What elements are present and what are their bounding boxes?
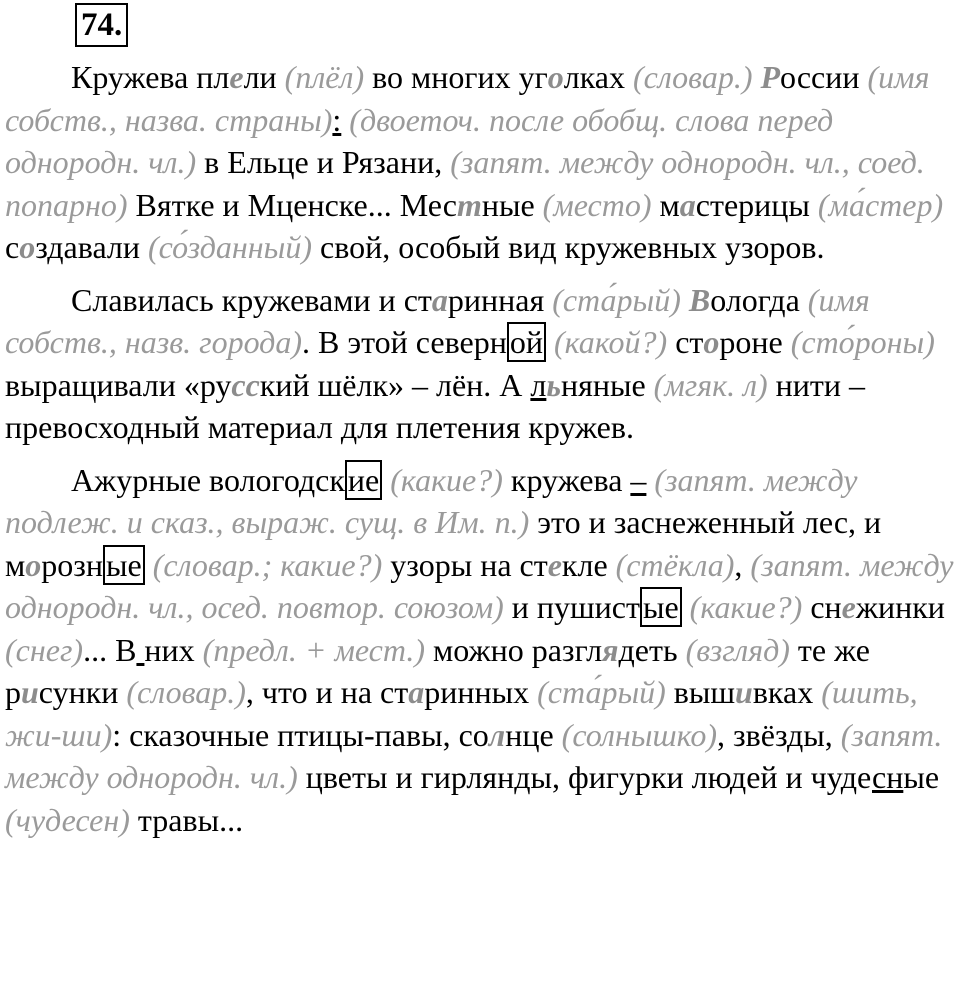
grammar-comment: (словар.) xyxy=(632,59,753,95)
paragraph-1 xyxy=(5,56,955,269)
text-span: роне xyxy=(719,324,791,360)
highlighted-letter: о xyxy=(547,59,564,95)
highlighted-letter: а xyxy=(431,281,448,318)
text-span: розн xyxy=(41,546,104,583)
grammar-comment: (ста́рый) xyxy=(552,281,681,318)
grammar-comment: (чудесен) xyxy=(5,801,130,838)
paragraph-2 xyxy=(5,279,955,449)
highlighted-letter: а xyxy=(408,674,425,710)
grammar-comment: (ма́стер) xyxy=(817,186,944,223)
text-span: ст xyxy=(675,324,704,360)
text-span: вках xyxy=(752,674,822,710)
text-span xyxy=(681,282,689,318)
text-span: оссии xyxy=(780,59,868,95)
text-span: ологда xyxy=(710,281,800,318)
grammar-comment: (словар.; какие?) xyxy=(144,546,383,583)
text-span: няные xyxy=(560,366,654,403)
punctuation-mark: : xyxy=(332,101,342,138)
highlighted-letter: т xyxy=(456,186,482,223)
exercise-text xyxy=(5,56,955,851)
text-span: звёзды xyxy=(725,716,825,753)
text-span: ринных xyxy=(424,674,538,710)
punctuation-mark: , xyxy=(717,716,725,753)
underlined-letter: л xyxy=(530,366,547,403)
text-span: в Ельце и Рязани xyxy=(196,144,435,180)
grammar-comment: (сто́роны) xyxy=(790,324,935,360)
text-span: ринная xyxy=(447,281,553,318)
text-span: : сказочные птицы-павы xyxy=(112,716,443,753)
text-span: здавали xyxy=(35,229,141,265)
text-span: те же р xyxy=(5,631,870,710)
grammar-comment: (какие?) xyxy=(681,589,803,625)
text-span: Кружева пл xyxy=(71,59,230,95)
text-span: фигурки людей и чуде xyxy=(560,759,872,795)
highlighted-letter: е xyxy=(841,589,856,625)
text-span: нити – превосходный материал для плетения кружев. xyxy=(5,366,866,445)
grammar-comment: (имя собств., назв. города) xyxy=(5,281,870,360)
punctuation-mark: , xyxy=(848,504,857,540)
grammar-comment: (мгяк. л) xyxy=(653,366,768,403)
grammar-comment: (снег) xyxy=(5,631,84,668)
text-span: Ажурные вологодск xyxy=(71,461,345,498)
text-span: кий шёлк» – лён. А xyxy=(259,366,523,403)
text-span: ли xyxy=(243,59,285,95)
grammar-comment: (запят. между подлеж. и сказ., выраж. сущ. в Им. п.) xyxy=(5,461,858,540)
text-span: это и xyxy=(529,504,606,540)
text-span: со xyxy=(450,716,489,753)
grammar-comment: (запят. между однородн. чл., соед. попарно) xyxy=(5,144,925,223)
text-span: стерицы xyxy=(695,186,818,223)
highlighted-letter: о xyxy=(703,324,720,360)
text-span: ст xyxy=(519,546,548,583)
punctuation-mark: , xyxy=(734,546,743,583)
text-span: свой, особый вид кружевных узоров. xyxy=(311,229,825,265)
grammar-comment: (стёкла) xyxy=(615,546,735,583)
underlined-letters: сн xyxy=(872,759,904,795)
text-span: Мес xyxy=(399,186,457,223)
highlighted-letter: и xyxy=(21,674,39,710)
text-span: можно разгл xyxy=(425,631,603,668)
ending-box: ые xyxy=(640,587,682,627)
highlighted-letter: В xyxy=(688,281,711,318)
text-span: лках xyxy=(563,59,633,95)
punctuation-mark: , xyxy=(824,716,833,753)
text-span: во многих уг xyxy=(364,59,548,95)
text-span: . В этой северн xyxy=(302,324,507,360)
text-span: деть xyxy=(618,631,686,668)
grammar-comment: (запят. между однородн. чл., осед. повтор. союзом) xyxy=(5,546,954,625)
grammar-comment: (шить, жи-ши) xyxy=(5,674,918,753)
grammar-comment: (какой?) xyxy=(545,324,668,360)
grammar-comment: (предл. + мест.) xyxy=(202,631,426,668)
grammar-comment: (запят. между однородн. чл.) xyxy=(5,716,943,795)
exercise-number: 74. xyxy=(75,3,128,47)
highlighted-letter: о xyxy=(25,546,42,583)
grammar-comment: (словар.) xyxy=(126,674,246,710)
highlighted-letter: и xyxy=(735,674,753,710)
grammar-comment: (солнышко) xyxy=(561,716,717,753)
text-span: цветы и гирлянды, xyxy=(297,759,560,795)
text-span: травы... xyxy=(129,801,244,838)
highlighted-letter: е xyxy=(229,59,244,95)
text-span: нце xyxy=(505,716,562,753)
text-span: ные xyxy=(481,186,543,223)
text-span: с xyxy=(5,229,20,265)
highlighted-letter: Р xyxy=(760,59,781,95)
text-span: м xyxy=(651,186,680,223)
grammar-comment: (имя собств., назва. страны) xyxy=(5,59,930,138)
paragraph-3 xyxy=(5,459,955,842)
grammar-comment: (со́зданный) xyxy=(148,229,312,265)
highlighted-letter: сс xyxy=(231,366,260,403)
highlighted-letter: а xyxy=(679,186,696,223)
ending-box: ой xyxy=(507,322,546,362)
text-span: ... В xyxy=(83,631,137,668)
grammar-comment: (взгляд) xyxy=(685,631,790,668)
text-span: сунки xyxy=(38,674,119,710)
text-span: и пушист xyxy=(503,589,640,625)
text-span: узоры на xyxy=(382,546,512,583)
punctuation-mark: – xyxy=(630,461,647,498)
punctuation-mark: , xyxy=(434,144,443,180)
ending-box: ые xyxy=(103,545,145,585)
text-span: выращивали «ру xyxy=(5,366,232,403)
text-span: выш xyxy=(665,674,736,710)
text-span: Славилась кружевами и ст xyxy=(71,281,432,318)
highlighted-letter: е xyxy=(547,546,562,583)
text-span: жинки xyxy=(855,589,945,625)
highlighted-letter: я xyxy=(602,631,619,668)
text-span: Вятке и Мценске... xyxy=(127,186,392,223)
text-span: , что и на ст xyxy=(245,674,409,710)
highlighted-letter: л xyxy=(488,716,506,753)
text-span: кле xyxy=(561,546,616,583)
text-span: ые xyxy=(903,759,940,795)
highlighted-letter: о xyxy=(19,229,36,265)
text-span: сн xyxy=(802,589,842,625)
grammar-comment: (место) xyxy=(542,186,652,223)
text-span: них xyxy=(144,631,195,668)
grammar-comment: (ста́рый) xyxy=(537,674,666,710)
grammar-comment: (двоеточ. после обобщ. слова перед однородн. чл.) xyxy=(5,101,834,180)
text-span: и м xyxy=(5,504,882,583)
grammar-comment: (какие?) xyxy=(382,461,503,498)
ending-box: ие xyxy=(345,460,382,500)
text-span: кружева xyxy=(502,461,631,498)
highlighted-letter: ь xyxy=(546,366,561,403)
grammar-comment: (плёл) xyxy=(284,59,365,95)
punctuation-mark: , xyxy=(442,716,451,753)
text-span: заснеженный лес xyxy=(613,504,849,540)
